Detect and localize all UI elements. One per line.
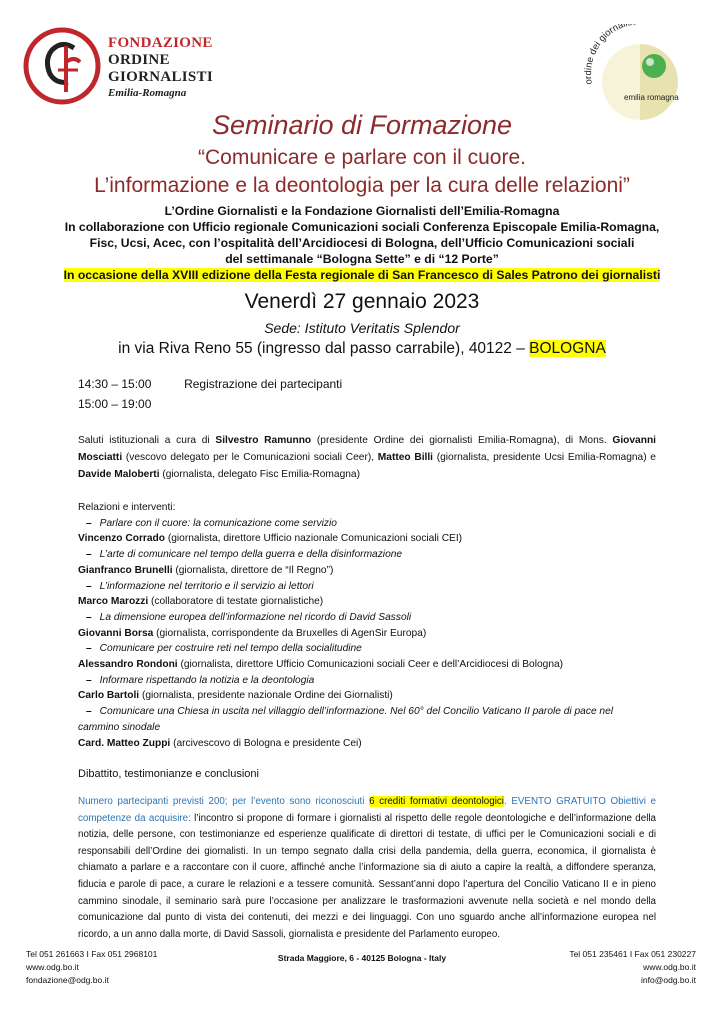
talk-speaker — [78, 531, 656, 547]
event-venue: Sede: Istituto Veritatis Splendor — [264, 320, 460, 336]
dash: – — [86, 674, 92, 686]
info-blue-text: Numero partecipanti previsti 200; per l’evento sono riconosciuti — [78, 796, 370, 807]
schedule-row-2 — [78, 397, 151, 411]
talk-speaker — [78, 736, 656, 752]
saluti-name: Matteo Billi — [377, 452, 434, 463]
occasion-highlight: In occasione della XVIII edizione della Festa regionale di San Francesco di Sales Patrono dei giornalisti — [63, 268, 661, 282]
info-blue-text: . EVENTO GRATUITO Obiettivi e competenze da acquisire: — [78, 796, 656, 824]
ordine-emblem-icon — [578, 24, 700, 122]
speaker-role: (giornalista, corrispondente da Bruxelles di AgenSir Europa) — [153, 627, 427, 639]
info-paragraph — [78, 794, 656, 943]
talk-topic-text: La dimensione europea dell’informazione nel ricordo di David Sassoli — [99, 611, 412, 623]
speaker-name: Gianfranco Brunelli — [78, 564, 173, 576]
saluti-text: (presidente Ordine dei giornalisti Emilia-Romagna), di Mons. — [311, 435, 613, 446]
ordine-logo — [578, 24, 700, 122]
crediti-highlight: 6 crediti formativi deontologici — [369, 796, 504, 807]
organizer-line-3: Fisc, Ucsi, Acec, con l’ospitalità dell’Arcidiocesi di Bologna, dell’Ufficio Comunicazioni sociali — [89, 236, 635, 250]
talk-topic-text: L’arte di comunicare nel tempo della guerra e della disinformazione — [99, 549, 403, 561]
organizer-line-2: In collaborazione con Ufficio regionale Comunicazioni sociali Conferenza Episcopale Emilia-Romagna, — [64, 220, 660, 234]
dash: – — [86, 611, 92, 623]
talk-topic — [78, 610, 656, 626]
subtitle-line-1: “Comunicare e parlare con il cuore. — [198, 146, 526, 169]
talk-speaker — [78, 626, 656, 642]
fondazione-line-2: ORDINE — [108, 52, 170, 68]
saluti-text: (giornalista, presidente Ucsi Emilia-Romagna) e — [433, 452, 656, 463]
footer-address: Strada Maggiore, 6 - 40125 Bologna - Italy — [277, 953, 447, 963]
dash: – — [86, 517, 92, 529]
talks-label: Relazioni e interventi: — [78, 502, 176, 513]
address-city: BOLOGNA — [529, 340, 606, 357]
footer-right — [556, 948, 696, 987]
speaker-role: (giornalista, direttore Ufficio Comunicazioni sociali Ceer e dell’Arcidiocesi di Bologna) — [177, 659, 564, 671]
speaker-name: Vincenzo Corrado — [78, 533, 165, 545]
saluti-name: Silvestro Ramunno — [215, 435, 312, 446]
talk-topic-text: Parlare con il cuore: la comunicazione come servizio — [99, 517, 337, 529]
talk-topic — [78, 641, 656, 657]
saluti-name: Giovanni Mosciatti — [78, 435, 656, 463]
speaker-name: Alessandro Rondoni — [78, 659, 178, 671]
fondazione-line-4: Emilia-Romagna — [108, 87, 187, 99]
dash: – — [86, 580, 92, 592]
talk-topic — [78, 704, 656, 735]
fondazione-line-3: GIORNALISTI — [108, 69, 213, 85]
footer-phone-right: Tel 051 235461 I Fax 051 230227 — [569, 949, 696, 959]
speaker-role: (giornalista, presidente nazionale Ordine dei Giornalisti) — [139, 690, 393, 702]
dibattito-line: Dibattito, testimonianze e conclusioni — [78, 768, 259, 780]
dash: – — [86, 706, 92, 718]
occasion-line — [40, 267, 684, 283]
event-date: Venerdì 27 gennaio 2023 — [244, 290, 480, 313]
dash: – — [86, 549, 92, 561]
address-text: in via Riva Reno 55 (ingresso dal passo carrabile), 40122 – — [118, 340, 530, 357]
speaker-name: Carlo Bartoli — [78, 690, 140, 702]
speaker-name: Marco Marozzi — [78, 596, 149, 608]
talk-topic — [78, 579, 656, 595]
talk-speaker — [78, 688, 656, 704]
footer-web-left[interactable]: www.odg.bo.it — [26, 962, 79, 972]
ordine-logo-arc-text: ordine dei giornal — [582, 24, 627, 86]
footer-web-right[interactable]: www.odg.bo.it — [643, 962, 696, 972]
organizer-line-1: L’Ordine Giornalisti e la Fondazione Giornalisti dell’Emilia-Romagna — [164, 204, 560, 218]
talk-topic — [78, 673, 656, 689]
saluti-text: (vescovo delegato per le Comunicazioni sociali Ceer), — [122, 452, 378, 463]
event-address — [0, 340, 724, 358]
talk-speaker — [78, 594, 656, 610]
talk-topic-text: Informare rispettando la notizia e la deontologia — [99, 674, 315, 686]
talks-section — [78, 500, 656, 751]
fondazione-line-1: FONDAZIONE — [108, 35, 213, 51]
talk-topic — [78, 547, 656, 563]
dash: – — [86, 643, 92, 655]
schedule-time: 15:00 – 19:00 — [78, 397, 152, 411]
page-title: Seminario di Formazione — [211, 110, 513, 140]
footer-phone-left: Tel 051 261663 I Fax 051 2968101 — [26, 949, 158, 959]
speaker-role: (arcivescovo di Bologna e presidente Cei) — [170, 737, 362, 749]
schedule-time: 14:30 – 15:00 — [78, 377, 152, 391]
talk-speaker — [78, 563, 656, 579]
speaker-role: (collaboratore di testate giornalistiche) — [148, 596, 324, 608]
talk-speaker — [78, 657, 656, 673]
footer-email-left[interactable]: fondazione@odg.bo.it — [26, 975, 109, 985]
schedule-row-1 — [78, 377, 342, 391]
talk-topic-text: Comunicare una Chiesa in uscita nel villaggio dell’informazione. Nel 60° del Concilio Vaticano II parole di pace nel cammino sinodale — [78, 706, 614, 733]
schedule-desc: Registrazione dei partecipanti — [184, 377, 343, 391]
speaker-name: Giovanni Borsa — [78, 627, 154, 639]
footer-email-right[interactable]: info@odg.bo.it — [641, 975, 696, 985]
talk-topic-text: L’informazione nel territorio e il servizio ai lettori — [99, 580, 314, 592]
fondazione-logo — [22, 26, 222, 106]
subtitle-line-2: L’informazione e la deontologia per la cura delle relazioni” — [94, 174, 630, 197]
saluti-paragraph — [78, 432, 656, 483]
talk-topic-text: Comunicare per costruire reti nel tempo della socialitudine — [99, 643, 362, 655]
speaker-name: Card. Matteo Zuppi — [78, 737, 171, 749]
talk-topic — [78, 516, 656, 532]
fondazione-emblem-icon — [22, 26, 102, 106]
saluti-text: (giornalista, delegato Fisc Emilia-Romagna) — [159, 469, 360, 480]
ordine-logo-region: emilia romagna — [624, 93, 679, 102]
speaker-role: (giornalista, direttore de “Il Regno”) — [172, 564, 334, 576]
saluti-text: Saluti istituzionali a cura di — [78, 435, 216, 446]
speaker-role: (giornalista, direttore Ufficio nazionale Comunicazioni sociali CEI) — [165, 533, 463, 545]
organizer-line-4: del settimanale “Bologna Sette” e di “12 Porte” — [225, 252, 499, 266]
info-text: l’incontro si propone di formare i giornalisti al rispetto delle regole deontologiche e dell’informazione della notizia, delle persone, con testimonianze ed esperienze qualificate di direttori di testate, di uffici per le Comunicazioni sociali e di responsabili dell’Ordine dei giornalisti. In un tempo segnato dalla crisi della pandemia, della guerra, economica, il giornalista è chiamato a parlare e a raccontare con il cuore, affinché anche l’informazione sia di aiuto a capire la realtà, a diffondere speranza, fiducia e parole di pace, a curare le relazioni e a tessere comunità. Sessant’anni dopo l’apertura del Concilio Vaticano II e in pieno cammino sinodale, il seminario sarà pure l’occasione per analizzare le trasformazioni avvenute nella società e nel mondo della comunicazione dal punto di vista dei contenuti, dei mezzi e dei linguaggi. Con uno sguardo anche all’informazione europea nel ricordo, a un anno dalla morte, di David Sassoli, giornalista e presidente del Parlamento europeo. — [78, 812, 657, 940]
saluti-name: Davide Maloberti — [78, 469, 160, 480]
